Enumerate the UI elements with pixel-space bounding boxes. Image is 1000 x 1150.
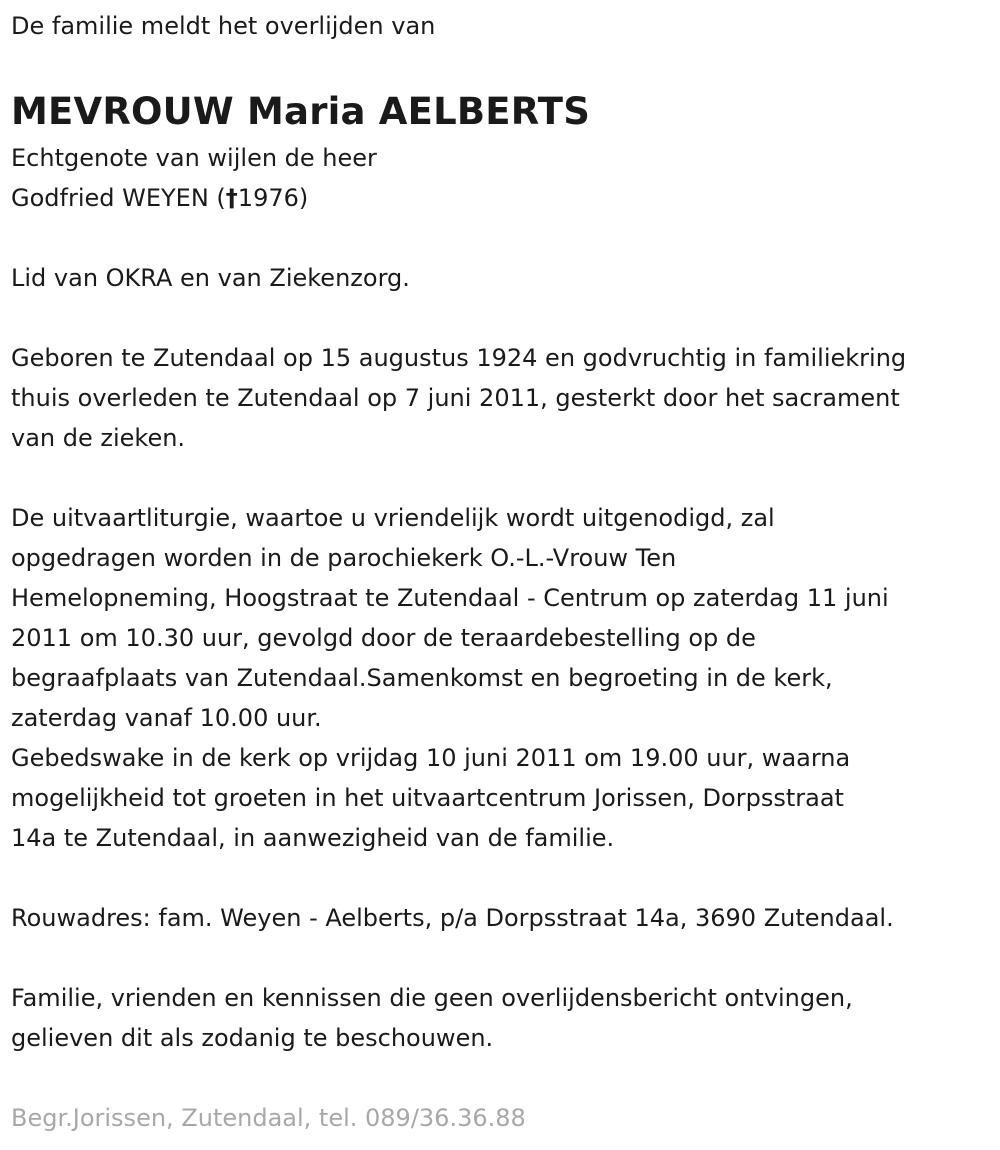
funeral-paragraph	[11, 498, 996, 858]
paragraph-line: De uitvaartliturgie, waartoe u vriendelijk wordt uitgenodigd, zal	[11, 504, 775, 532]
paragraph-line: begraafplaats van Zutendaal.Samenkomst en begroeting in de kerk,	[11, 664, 833, 692]
spacer	[11, 218, 996, 258]
birth-death-paragraph	[11, 338, 996, 458]
paragraph-line: opgedragen worden in de parochiekerk O.-L.-Vrouw Ten	[11, 544, 677, 572]
paragraph-line: 14a te Zutendaal, in aanwezigheid van de familie.	[11, 824, 615, 852]
paragraph-line: mogelijkheid tot groeten in het uitvaartcentrum Jorissen, Dorpsstraat	[11, 784, 844, 812]
spacer	[11, 858, 996, 898]
spouse-name: Godfried WEYEN (	[11, 184, 226, 212]
funeral-home-footer: Begr.Jorissen, Zutendaal, tel. 089/36.36.88	[11, 1104, 526, 1132]
cross-icon: †	[225, 184, 238, 212]
paragraph-line: zaterdag vanaf 10.00 uur.	[11, 704, 322, 732]
spacer	[11, 298, 996, 338]
paragraph-line: Hemelopneming, Hoogstraat te Zutendaal - Centrum op zaterdag 11 juni	[11, 584, 889, 612]
intro-text: De familie meldt het overlijden van	[11, 12, 436, 40]
spouse-death-year: 1976)	[237, 184, 309, 212]
closing-paragraph	[11, 978, 996, 1058]
spacer	[11, 1058, 996, 1098]
paragraph-line: van de zieken.	[11, 424, 186, 452]
spacer	[11, 938, 996, 978]
spacer	[11, 458, 996, 498]
membership-text: Lid van OKRA en van Ziekenzorg.	[11, 264, 410, 292]
mourning-address: Rouwadres: fam. Weyen - Aelberts, p/a Dorpsstraat 14a, 3690 Zutendaal.	[11, 904, 894, 932]
paragraph-line: gelieven dit als zodanig te beschouwen.	[11, 1024, 494, 1052]
spouse-line-2	[11, 178, 996, 218]
paragraph-line: thuis overleden te Zutendaal op 7 juni 2011, gesterkt door het sacrament	[11, 384, 900, 412]
paragraph-line: Geboren te Zutendaal op 15 augustus 1924 en godvruchtig in familiekring	[11, 344, 907, 372]
death-notice	[11, 0, 996, 1138]
paragraph-line: 2011 om 10.30 uur, gevolgd door de teraardebestelling op de	[11, 624, 756, 652]
paragraph-line: Gebedswake in de kerk op vrijdag 10 juni 2011 om 19.00 uur, waarna	[11, 744, 851, 772]
spouse-line-1: Echtgenote van wijlen de heer	[11, 144, 377, 172]
deceased-name: MEVROUW Maria AELBERTS	[11, 90, 591, 133]
paragraph-line: Familie, vrienden en kennissen die geen overlijdensbericht ontvingen,	[11, 984, 853, 1012]
